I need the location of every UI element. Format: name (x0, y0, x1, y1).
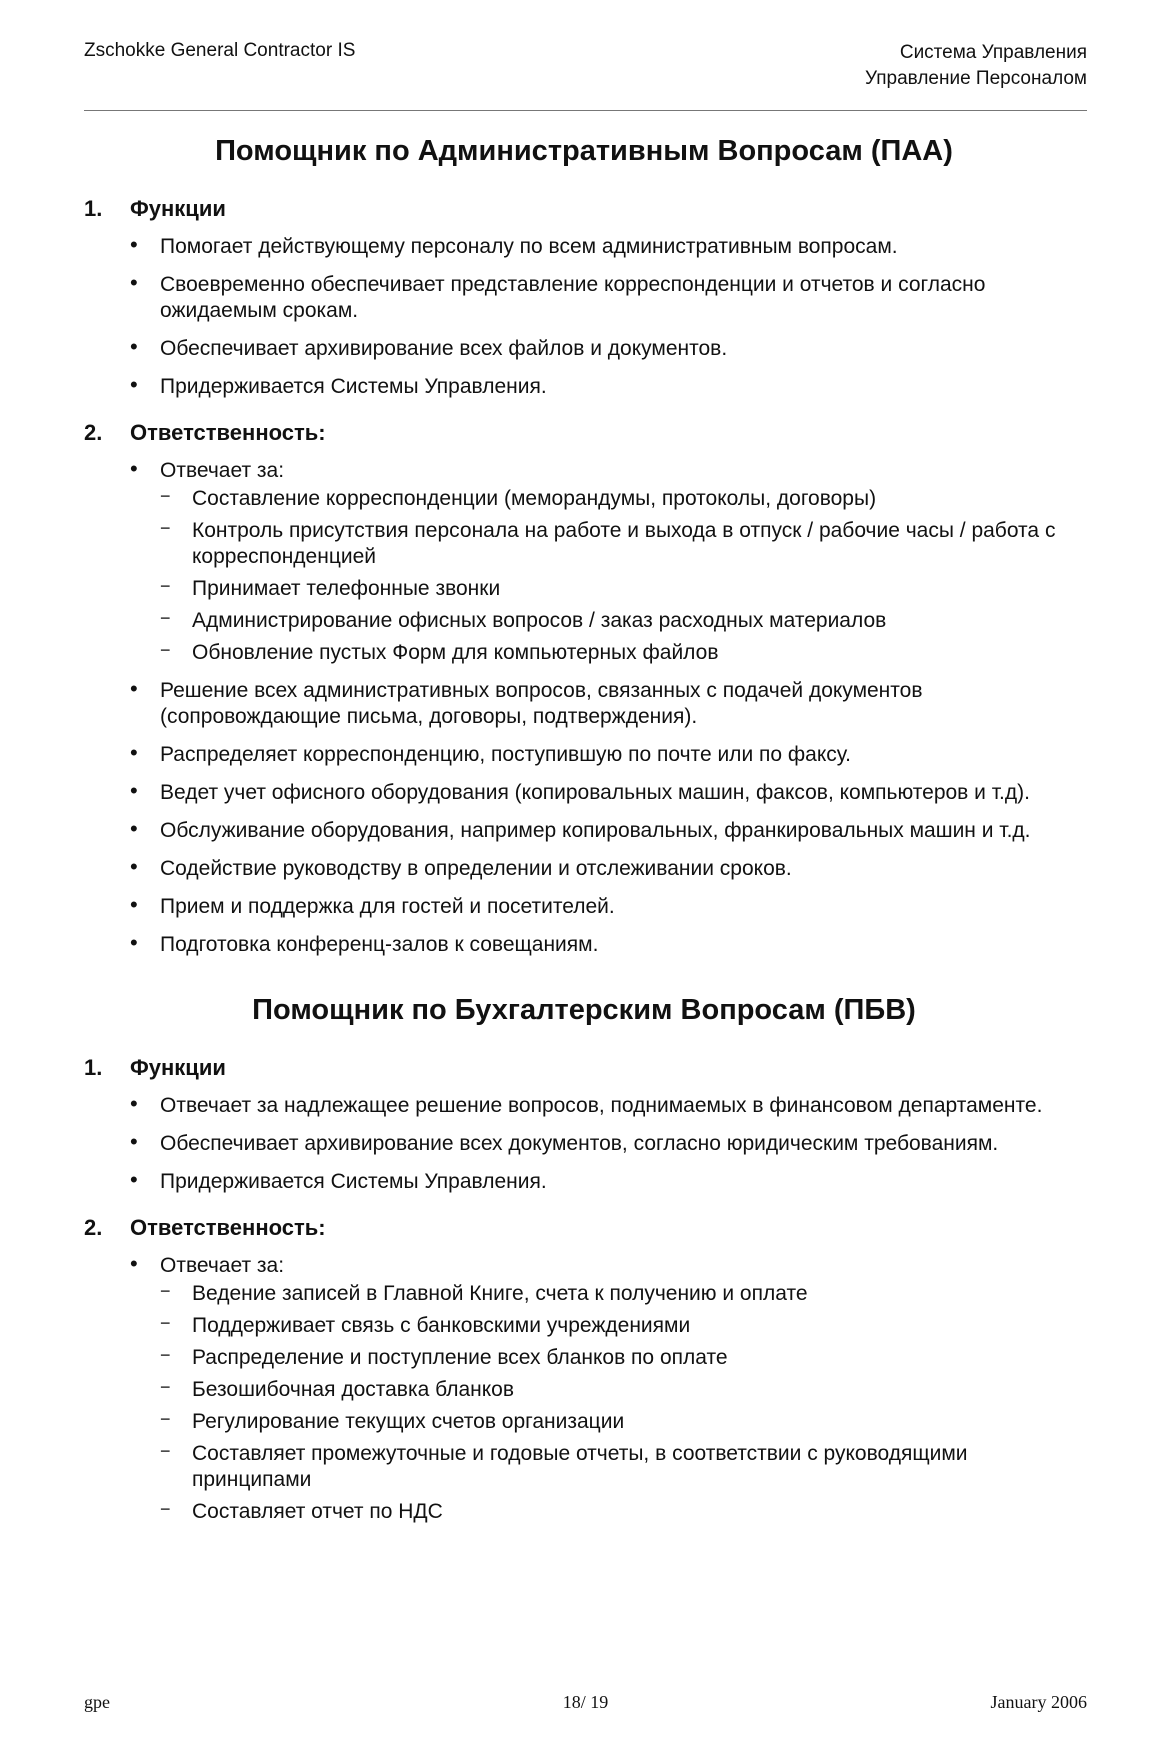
list-item: • Придерживается Системы Управления. (84, 374, 1084, 400)
sublist-item: − Распределение и поступление всех бланков по оплате (84, 1345, 1084, 1371)
responsibility-intro: Отвечает за: (160, 459, 285, 482)
list-item: • Помогает действующему персоналу по всем административным вопросам. (84, 234, 1084, 260)
header-divider (84, 110, 1087, 111)
list-item: • Обслуживание оборудования, например копировальных, франкировальных машин и т.д. (84, 818, 1084, 844)
responsibility-list (84, 458, 1084, 484)
list-item: • Ведет учет офисного оборудования (копировальных машин, факсов, компьютеров и т.д). (84, 780, 1084, 806)
responsibility-heading (84, 1215, 1084, 1243)
heading-number: 2. (84, 1215, 103, 1240)
functions-heading (84, 1055, 1084, 1083)
responsibility-sublist (84, 1281, 1084, 1525)
page-number: 18/ 19 (562, 1692, 609, 1712)
header-company: Zschokke General Contractor IS (84, 40, 356, 61)
heading-label: Функции (130, 196, 226, 221)
functions-list (84, 234, 1084, 400)
list-item: • Подготовка конференц-залов к совещаниям. (84, 932, 1084, 958)
sublist-item: − Ведение записей в Главной Книге, счета к получению и оплате (84, 1281, 1084, 1307)
sublist-item: − Составляет промежуточные и годовые отчеты, в соответствии с руководящими принципами (84, 1441, 1084, 1493)
heading-number: 1. (84, 1055, 103, 1080)
sublist-item: − Регулирование текущих счетов организации (84, 1409, 1084, 1435)
header-right (865, 40, 1087, 92)
heading-number: 2. (84, 420, 103, 445)
sublist-item: − Составление корреспонденции (меморандумы, протоколы, договоры) (84, 486, 1084, 512)
heading-label: Ответственность: (130, 420, 326, 445)
sublist-item: − Поддерживает связь с банковскими учреждениями (84, 1313, 1084, 1339)
responsibility-list (84, 1253, 1084, 1279)
document-body (84, 130, 1084, 1531)
list-item: • Решение всех административных вопросов, связанных с подачей документов (сопровождающие письма, договоры, подтверждения). (84, 678, 1084, 730)
header-department: Управление Персоналом (865, 68, 1087, 89)
sublist-item: − Принимает телефонные звонки (84, 576, 1084, 602)
responsibility-more-list (84, 678, 1084, 958)
list-item: • Обеспечивает архивирование всех файлов и документов. (84, 336, 1084, 362)
list-item: • Своевременно обеспечивает представление корреспонденции и отчетов и согласно ожидаемым срокам. (84, 272, 1084, 324)
functions-heading (84, 196, 1084, 224)
sublist-item: − Обновление пустых Форм для компьютерных файлов (84, 640, 1084, 666)
footer-date: January 2006 (990, 1692, 1087, 1712)
section-title: Помощник по Административным Вопросам (ПАА) (215, 135, 953, 167)
list-item (84, 1253, 1084, 1279)
sublist-item: − Безошибочная доставка бланков (84, 1377, 1084, 1403)
responsibility-sublist (84, 486, 1084, 666)
responsibility-intro: Отвечает за: (160, 1254, 285, 1277)
list-item: • Содействие руководству в определении и отслеживании сроков. (84, 856, 1084, 882)
section-title: Помощник по Бухгалтерским Вопросам (ПБВ) (252, 994, 916, 1026)
functions-list (84, 1093, 1084, 1195)
heading-number: 1. (84, 196, 103, 221)
footer-author: gpe (84, 1692, 110, 1712)
heading-label: Функции (130, 1055, 226, 1080)
list-item (84, 458, 1084, 484)
responsibility-heading (84, 420, 1084, 448)
sublist-item: − Администрирование офисных вопросов / заказ расходных материалов (84, 608, 1084, 634)
sublist-item: − Составляет отчет по НДС (84, 1499, 1084, 1525)
list-item: • Придерживается Системы Управления. (84, 1169, 1084, 1195)
list-item: • Отвечает за надлежащее решение вопросов, поднимаемых в финансовом департаменте. (84, 1093, 1084, 1119)
list-item: • Распределяет корреспонденцию, поступившую по почте или по факсу. (84, 742, 1084, 768)
heading-label: Ответственность: (130, 1215, 326, 1240)
list-item: • Обеспечивает архивирование всех документов, согласно юридическим требованиям. (84, 1131, 1084, 1157)
list-item: • Прием и поддержка для гостей и посетителей. (84, 894, 1084, 920)
header-system: Система Управления (899, 42, 1087, 63)
sublist-item: − Контроль присутствия персонала на работе и выхода в отпуск / рабочие часы / работа с корреспонденцией (84, 518, 1084, 570)
